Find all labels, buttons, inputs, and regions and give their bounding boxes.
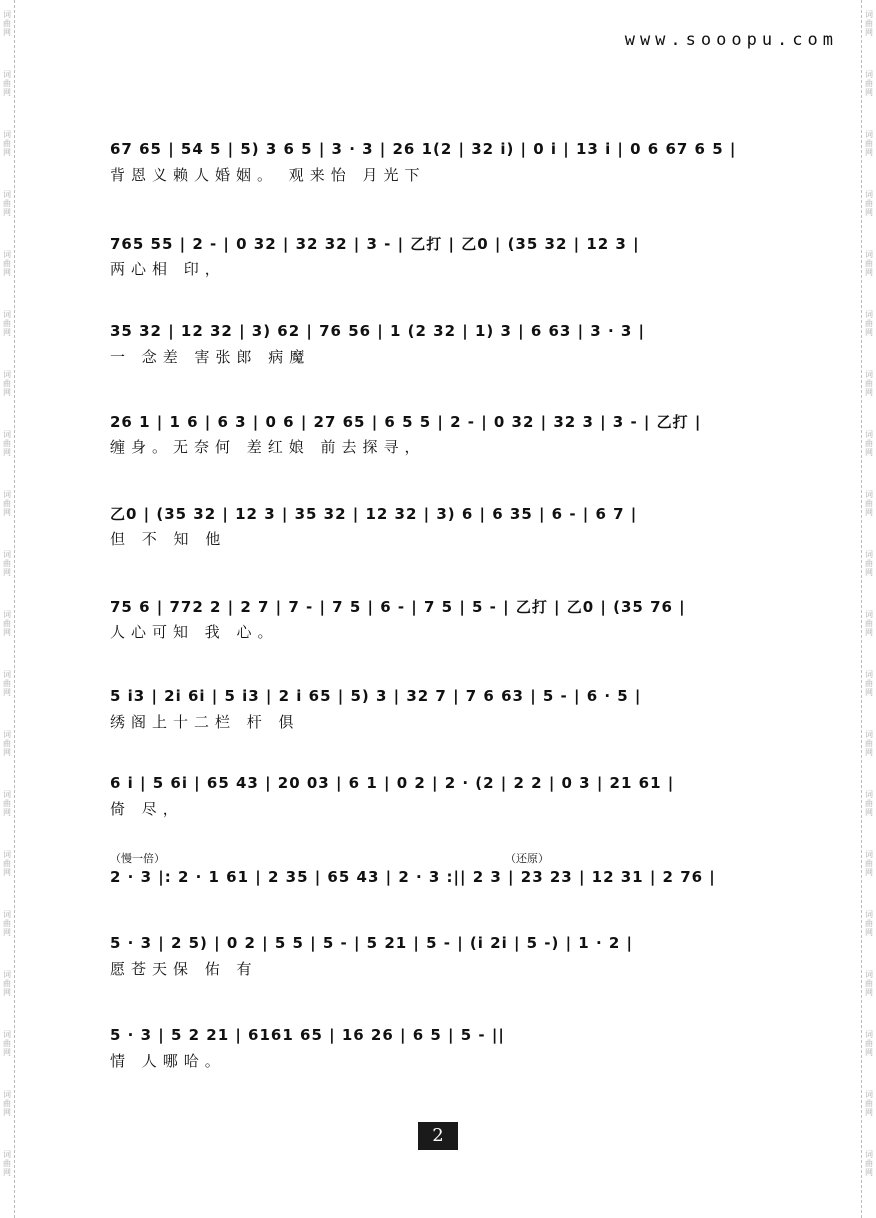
score-line [110,318,790,368]
margin-watermark: 词曲网 [865,1030,873,1057]
margin-watermark: 词曲网 [865,970,873,997]
margin-watermark: 词曲网 [865,10,873,37]
tempo-annotations [110,850,790,864]
margin-watermark: 词曲网 [3,250,11,277]
margin-watermark: 词曲网 [865,610,873,637]
margin-watermark: 词曲网 [865,550,873,577]
notation-line: 5 · 3 | 5 2 21 | 6161 65 | 16 26 | 6 5 | 5 - || [110,1026,505,1044]
lyrics-line: 一 念差 害张郎 病魔 [110,347,311,366]
lyrics-line: 情 人哪哈。 [110,1051,226,1070]
tempo-restore-label: （还原） [505,852,549,865]
score-line [110,683,790,733]
margin-watermark: 词曲网 [3,730,11,757]
margin-watermark: 词曲网 [3,490,11,517]
notation-line: 75 6 | 772 2 | 2 7 | 7 - | 7 5 | 6 - | 7 5 | 5 - | 乙打 | 乙0 | (35 76 | [110,597,686,616]
margin-watermark: 词曲网 [865,670,873,697]
margin-watermark: 词曲网 [865,850,873,877]
margin-watermark: 词曲网 [865,250,873,277]
margin-watermark: 词曲网 [3,70,11,97]
margin-watermark: 词曲网 [3,130,11,157]
notation-line: 765 55 | 2 - | 0 32 | 32 32 | 3 - | 乙打 | 乙0 | (35 32 | 12 3 | [110,234,640,253]
lyrics-line [110,890,790,914]
margin-watermark: 词曲网 [865,310,873,337]
margin-watermark: 词曲网 [865,370,873,397]
site-url: www.sooopu.com [624,30,838,50]
notation-line: 6 i | 5 6i | 65 43 | 20 03 | 6 1 | 0 2 | 2 · (2 | 2 2 | 0 3 | 21 61 | [110,774,675,792]
score-line [110,500,790,550]
lyrics-line: 绣阁上十二栏 杆 俱 [110,712,300,731]
margin-watermark: 词曲网 [3,550,11,577]
score-line [110,136,790,186]
tempo-slow-label: （慢一倍） [110,852,165,865]
notation-line: 26 1 | 1 6 | 6 3 | 0 6 | 27 65 | 6 5 5 | 2 - | 0 32 | 32 3 | 3 - | 乙打 | [110,412,702,431]
margin-watermark: 词曲网 [865,790,873,817]
lyrics-line: 人心可知 我 心。 [110,622,279,641]
margin-watermark: 词曲网 [865,1150,873,1177]
score-line [110,230,790,280]
margin-watermark: 词曲网 [3,850,11,877]
lyrics-line: 缠身。无奈何 差红娘 前去探寻， [110,437,426,456]
lyrics-line: 背恩义赖人婚姻。 观来怡 月光下 [110,165,426,184]
score-line [110,852,790,914]
lyrics-line: 倚 尽， [110,799,184,818]
margin-watermark: 词曲网 [3,1030,11,1057]
margin-watermark: 词曲网 [865,730,873,757]
score-line [110,593,790,643]
lyrics-line: 两心相 印， [110,259,226,278]
notation-line: 乙0 | (35 32 | 12 3 | 35 32 | 12 32 | 3) 6 | 6 35 | 6 - | 6 7 | [110,504,638,523]
margin-watermark: 词曲网 [865,910,873,937]
margin-watermark: 词曲网 [865,190,873,217]
notation-line: 35 32 | 12 32 | 3) 62 | 76 56 | 1 (2 32 | 1) 3 | 6 63 | 3 · 3 | [110,322,646,340]
score-line [110,770,790,820]
margin-watermark: 词曲网 [3,670,11,697]
lyrics-line: 但 不 知 他 [110,529,227,548]
margin-watermark: 词曲网 [3,970,11,997]
lyrics-line: 愿苍天保 佑 有 [110,959,258,978]
margin-watermark: 词曲网 [865,430,873,457]
notation-line: 2 · 3 |: 2 · 1 61 | 2 35 | 65 43 | 2 · 3 :|| 2 3 | 23 23 | 12 31 | 2 76 | [110,868,716,886]
score-line [110,1022,790,1072]
margin-watermark: 词曲网 [865,1090,873,1117]
margin-watermark: 词曲网 [3,1090,11,1117]
margin-watermark: 词曲网 [865,70,873,97]
score-line [110,408,790,458]
margin-watermark: 词曲网 [3,610,11,637]
margin-watermark: 词曲网 [3,1150,11,1177]
page-number: 2 [418,1122,458,1150]
notation-line: 5 i3 | 2i 6i | 5 i3 | 2 i 65 | 5) 3 | 32 7 | 7 6 63 | 5 - | 6 · 5 | [110,687,642,705]
notation-line: 67 65 | 54 5 | 5) 3 6 5 | 3 · 3 | 26 1(2 | 32 i) | 0 i | 13 i | 0 6 67 6 5 | [110,140,737,158]
margin-watermark: 词曲网 [3,790,11,817]
margin-watermark: 词曲网 [3,910,11,937]
margin-watermark: 词曲网 [865,130,873,157]
score-line [110,930,790,980]
margin-watermark: 词曲网 [3,10,11,37]
notation-line: 5 · 3 | 2 5) | 0 2 | 5 5 | 5 - | 5 21 | 5 - | (i 2i | 5 -) | 1 · 2 | [110,934,634,952]
margin-watermark: 词曲网 [3,430,11,457]
margin-watermark: 词曲网 [865,490,873,517]
margin-watermark: 词曲网 [3,310,11,337]
margin-watermark: 词曲网 [3,190,11,217]
margin-watermark: 词曲网 [3,370,11,397]
